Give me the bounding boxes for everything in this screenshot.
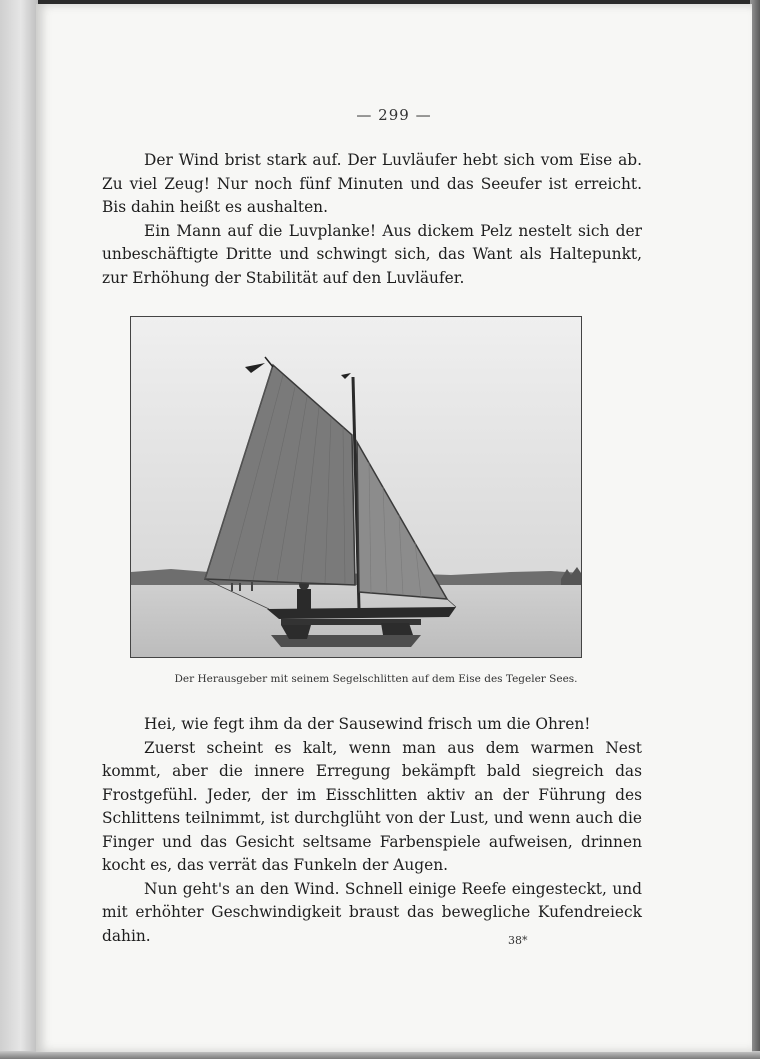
- top-text-block: [102, 149, 642, 290]
- bottom-book-edge: [0, 1051, 760, 1059]
- paragraph: Nun geht's an den Wind. Schnell einige Reefe eingesteckt, und mit erhöhter Geschwindigkeit braust das bewegliche Kufendreieck dahin.: [102, 879, 642, 945]
- paragraph: Zuerst scheint es kalt, wenn man aus dem warmen Nest kommt, aber die innere Erregung bekämpft bald siegreich das Frostgefühl. Jeder, der im Eisschlitten aktiv an der Führung des Schlittens teilnimmt, ist durchglüht von der Lust, und wenn auch die Finger und das Gesicht seltsame Farbenspiele aufweisen, drinnen kocht es, das verrät das Funkeln der Augen.: [102, 738, 642, 874]
- paragraph: Ein Mann auf die Luvplanke! Aus dickem Pelz nestelt sich der unbeschäftigte Dritte und schwingt sich, das Want als Haltepunkt, zur Erhöhung der Stabilität auf den Luvläufer.: [102, 221, 642, 287]
- bottom-text-block: [102, 713, 642, 948]
- book-page: [36, 4, 752, 1052]
- paragraph: Der Wind brist stark auf. Der Luvläufer hebt sich vom Eise ab. Zu viel Zeug! Nur noch fünf Minuten und das Seeufer ist erreicht. Bis dahin heißt es aushalten.: [102, 151, 642, 216]
- figure-caption: Der Herausgeber mit seinem Segelschlitten auf dem Eise des Tegeler Sees.: [174, 673, 578, 685]
- page-number: — 299 —: [356, 106, 432, 124]
- paragraph: Hei, wie fegt ihm da der Sausewind frisch um die Ohren!: [144, 715, 591, 733]
- left-book-edge: [0, 0, 38, 1059]
- signature-mark: 38*: [508, 934, 528, 947]
- ice-yacht-photo: [130, 316, 582, 658]
